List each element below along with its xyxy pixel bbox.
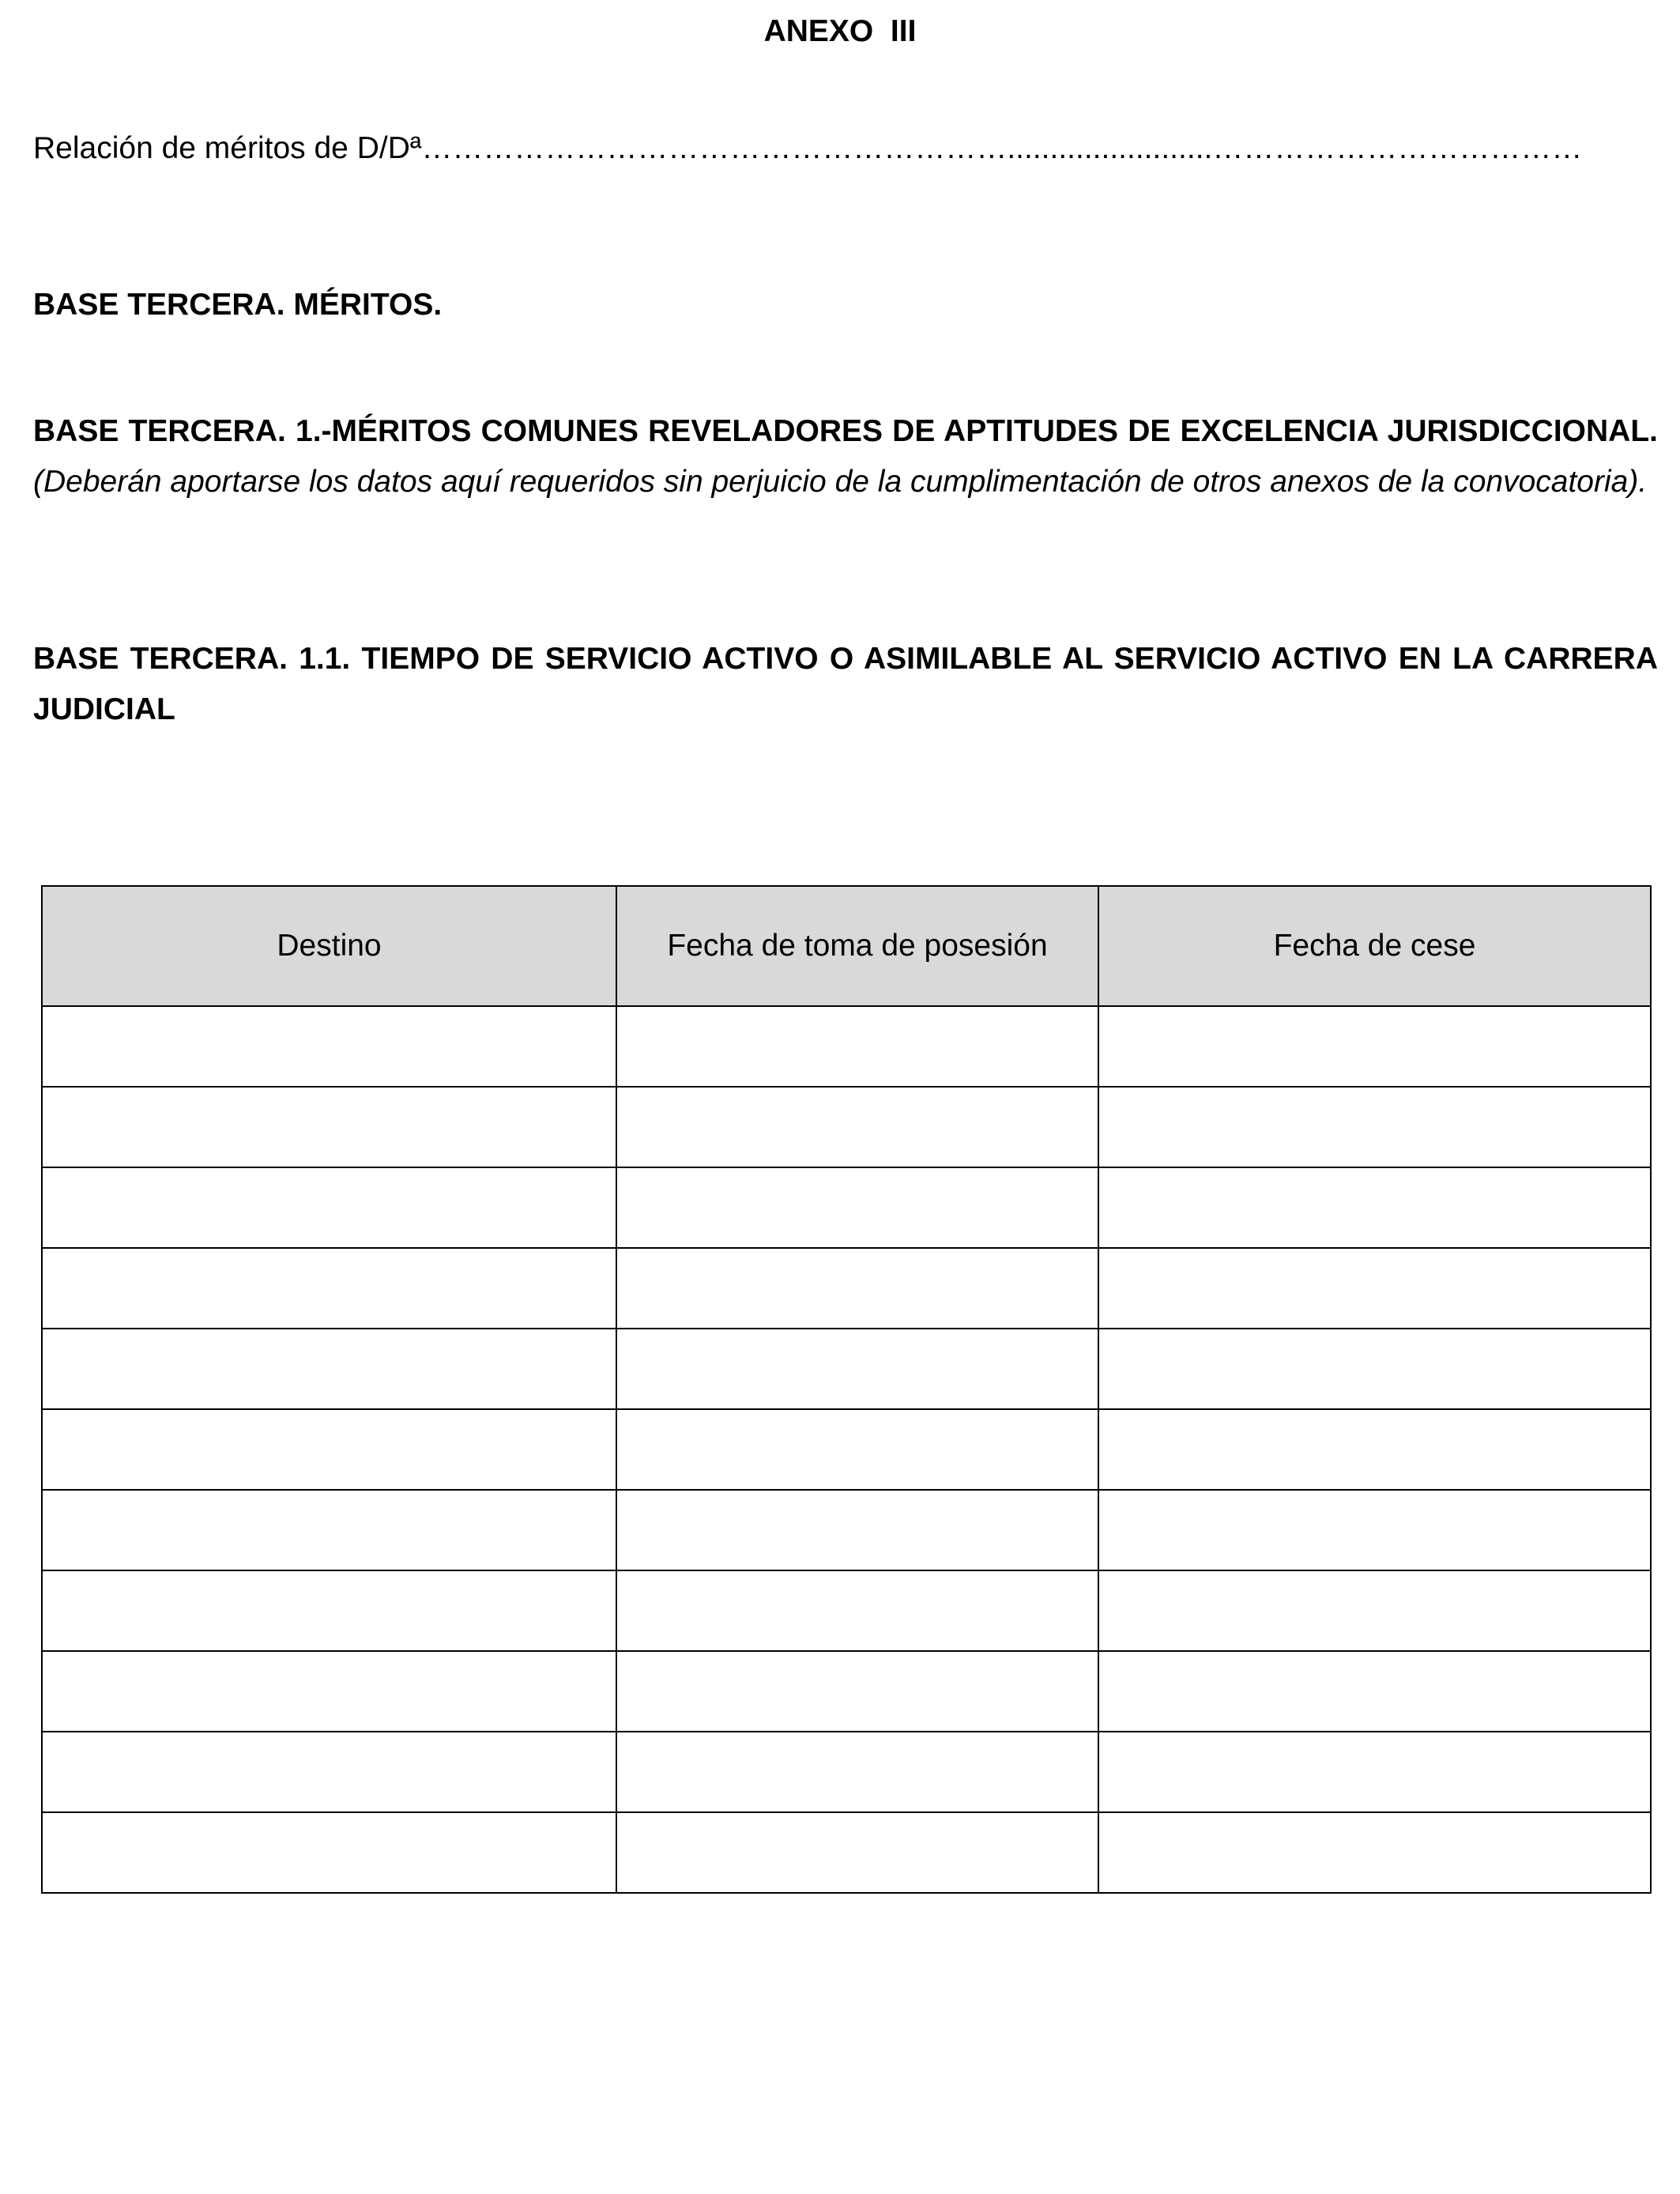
table-header-row (42, 886, 1651, 1006)
fecha-cese-cell[interactable] (1098, 1570, 1651, 1651)
destino-cell[interactable] (42, 1409, 616, 1490)
table-row (42, 1812, 1651, 1893)
fecha-toma-posesion-cell[interactable] (616, 1006, 1098, 1087)
fecha-cese-cell[interactable] (1098, 1087, 1651, 1167)
destino-cell[interactable] (42, 1651, 616, 1732)
fecha-toma-posesion-cell[interactable] (616, 1248, 1098, 1329)
fecha-cese-cell[interactable] (1098, 1490, 1651, 1570)
column-header-fecha-cese: Fecha de cese (1098, 886, 1651, 1006)
destino-cell[interactable] (42, 1248, 616, 1329)
fecha-toma-posesion-cell[interactable] (616, 1570, 1098, 1651)
destino-cell[interactable] (42, 1490, 616, 1570)
column-header-fecha-toma-posesion: Fecha de toma de posesión (616, 886, 1098, 1006)
fecha-cese-cell[interactable] (1098, 1732, 1651, 1812)
table-row (42, 1248, 1651, 1329)
fecha-toma-posesion-cell[interactable] (616, 1651, 1098, 1732)
meritos-comunes-note: (Deberán aportarse los datos aquí requeridos sin perjuicio de la cumplimentación de otros anexos de la convocatoria). (33, 465, 1648, 499)
fecha-toma-posesion-cell[interactable] (616, 1087, 1098, 1167)
fecha-cese-cell[interactable] (1098, 1006, 1651, 1087)
destino-cell[interactable] (42, 1570, 616, 1651)
fecha-cese-cell[interactable] (1098, 1329, 1651, 1409)
table-row (42, 1570, 1651, 1651)
applicant-label: Relación de méritos de D/Dª (33, 131, 422, 165)
annex-title: ANEXO III (763, 14, 917, 48)
fecha-toma-posesion-cell[interactable] (616, 1329, 1098, 1409)
destino-cell[interactable] (42, 1732, 616, 1812)
service-time-table (41, 885, 1652, 1894)
destino-cell[interactable] (42, 1006, 616, 1087)
column-header-destino: Destino (42, 886, 616, 1006)
meritos-comunes-title: BASE TERCERA. 1.-MÉRITOS COMUNES REVELADORES DE APTITUDES DE EXCELENCIA JURISDICCIONAL. (33, 414, 1658, 448)
fecha-toma-posesion-cell[interactable] (616, 1167, 1098, 1248)
fecha-cese-cell[interactable] (1098, 1409, 1651, 1490)
destino-cell[interactable] (42, 1329, 616, 1409)
table-row (42, 1651, 1651, 1732)
destino-cell[interactable] (42, 1167, 616, 1248)
table-row (42, 1167, 1651, 1248)
table-body (42, 1006, 1651, 1893)
table-row (42, 1329, 1651, 1409)
fecha-cese-cell[interactable] (1098, 1248, 1651, 1329)
destino-cell[interactable] (42, 1087, 616, 1167)
table-row (42, 1732, 1651, 1812)
applicant-name-line (33, 128, 1653, 169)
section-heading-meritos-comunes (33, 406, 1658, 507)
fecha-toma-posesion-cell[interactable] (616, 1490, 1098, 1570)
table-row (42, 1490, 1651, 1570)
fecha-toma-posesion-cell[interactable] (616, 1732, 1098, 1812)
table-row (42, 1409, 1651, 1490)
applicant-fill-dots[interactable]: …………………………………………………........................……………………………… (421, 131, 1583, 165)
fecha-toma-posesion-cell[interactable] (616, 1812, 1098, 1893)
fecha-cese-cell[interactable] (1098, 1651, 1651, 1732)
table-row (42, 1006, 1651, 1087)
section-heading-meritos: BASE TERCERA. MÉRITOS. (33, 288, 443, 322)
destino-cell[interactable] (42, 1812, 616, 1893)
section-heading-tiempo-servicio: BASE TERCERA. 1.1. TIEMPO DE SERVICIO ACTIVO O ASIMILABLE AL SERVICIO ACTIVO EN LA CARRERA JUDICIAL (33, 642, 1658, 726)
fecha-cese-cell[interactable] (1098, 1812, 1651, 1893)
fecha-toma-posesion-cell[interactable] (616, 1409, 1098, 1490)
table-row (42, 1087, 1651, 1167)
fecha-cese-cell[interactable] (1098, 1167, 1651, 1248)
